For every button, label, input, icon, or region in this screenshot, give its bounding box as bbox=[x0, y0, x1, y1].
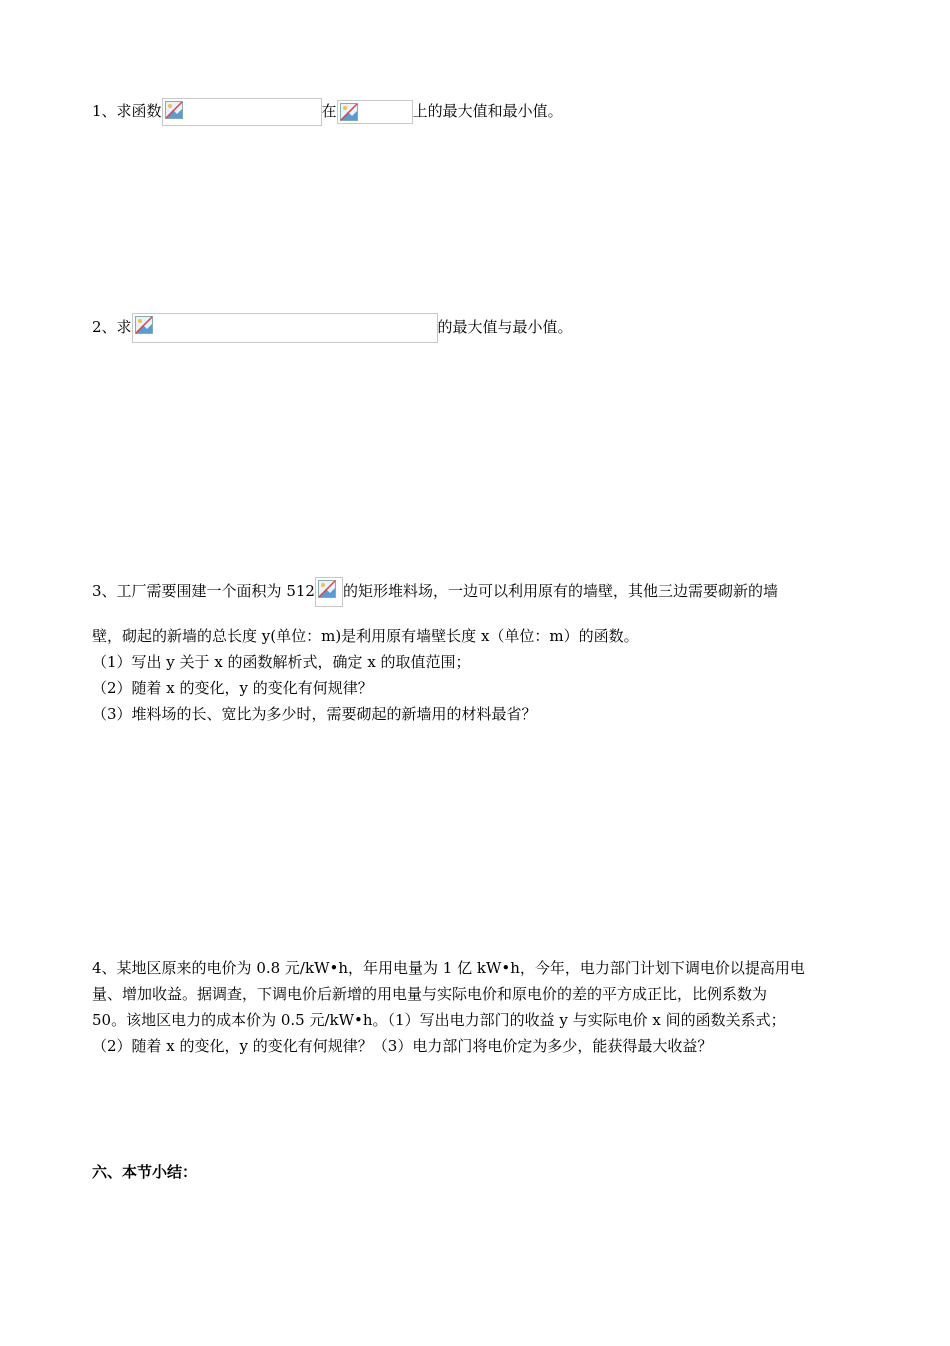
formula-image-unit bbox=[315, 577, 343, 607]
question-4-line-1: 4、某地区原来的电价为 0.8 元/kW•h，年用电量为 1 亿 kW•h，今年，电力部门计划下调电价以提高用电 bbox=[92, 959, 805, 977]
question-3-line-4: （2）随着 x 的变化，y 的变化有何规律？ bbox=[92, 679, 373, 697]
q1-middle: 在 bbox=[321, 102, 337, 120]
question-4-line-3: 50。该地区电力的成本价为 0.5 元/kW•h。（1）写出电力部门的收益 y 与实际电价 x 间的函数关系式； bbox=[92, 1011, 786, 1029]
question-1 bbox=[92, 98, 563, 126]
q1-suffix: 上的最大值和最小值。 bbox=[412, 102, 563, 120]
question-3-line-1 bbox=[92, 577, 778, 607]
formula-image-expression bbox=[132, 313, 438, 343]
broken-image-icon bbox=[318, 580, 336, 598]
formula-image-function bbox=[162, 98, 322, 126]
q3-line1-suffix: 的矩形堆料场，一边可以利用原有的墙壁，其他三边需要砌新的墙 bbox=[342, 582, 778, 600]
q3-line1-prefix: 3、工厂需要围建一个面积为 512 bbox=[92, 582, 315, 600]
q2-prefix: 2、求 bbox=[92, 318, 132, 336]
section-summary-heading: 六、本节小结： bbox=[92, 1163, 198, 1181]
broken-image-icon bbox=[135, 316, 153, 334]
broken-image-icon bbox=[165, 101, 183, 119]
broken-image-icon bbox=[340, 103, 358, 121]
question-3-line-3: （1）写出 y 关于 x 的函数解析式，确定 x 的取值范围； bbox=[92, 653, 471, 671]
q1-prefix: 1、求函数 bbox=[92, 102, 162, 120]
question-2 bbox=[92, 313, 573, 343]
question-4-line-2: 量、增加收益。据调查，下调电价后新增的用电量与实际电价和原电价的差的平方成正比，比例系数为 bbox=[92, 985, 768, 1003]
question-4-line-4: （2）随着 x 的变化，y 的变化有何规律？（3）电力部门将电价定为多少，能获得最大收益？ bbox=[92, 1037, 713, 1055]
question-3-line-5: （3）堆料场的长、宽比为多少时，需要砌起的新墙用的材料最省？ bbox=[92, 705, 537, 723]
question-3-line-2: 壁，砌起的新墙的总长度 y(单位：m)是利用原有墙壁长度 x（单位：m）的函数。 bbox=[92, 627, 639, 645]
formula-image-interval bbox=[337, 100, 413, 124]
q2-suffix: 的最大值与最小值。 bbox=[437, 318, 573, 336]
